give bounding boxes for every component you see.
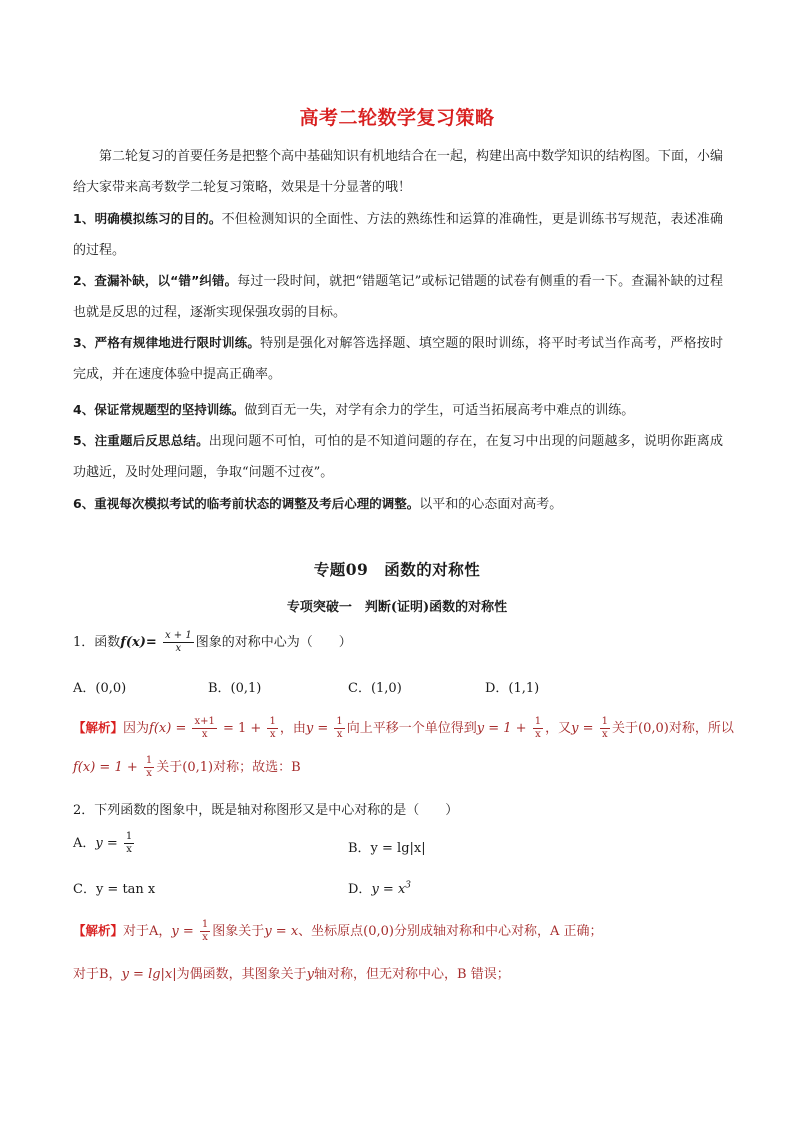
strategy-head: 3、严格有规律地进行限时训练。: [73, 335, 261, 350]
strategy-5: [73, 425, 723, 488]
q2-option-b: B．y = lg|x|: [348, 841, 426, 856]
q2-analysis-line-2: 对于B，y = lg|x|为偶函数，其图象关于y轴对称，但无对称中心，B 错误；: [73, 967, 510, 982]
q1-option-b: B．(0,1): [208, 681, 262, 696]
q2-option-a: A．y = $\frac{1}{x}$: [73, 831, 133, 855]
strategy-head: 5、注重题后反思总结。: [73, 433, 209, 448]
strategy-body: 出现问题不可怕，可怕的是不知道问题的存在，在复习中出现的问题越多，说明你距离成功越近，及时处理问题，争取“问题不过夜”。: [73, 434, 723, 480]
strategy-body: 特别是强化对解答选择题、填空题的限时训练，将平时考试当作高考，严格按时完成，并在速度体验中提高正确率。: [73, 336, 723, 382]
strategy-head: 2、查漏补缺，以“错”纠错。: [73, 273, 238, 288]
q2-option-c: C．y = tan x: [73, 882, 156, 897]
strategy-body: 以平和的心态面对高考。: [419, 497, 563, 512]
intro-paragraph: 第二轮复习的首要任务是把整个高中基础知识有机地结合在一起，构建出高中数学知识的结构图。下面，小编给大家带来高考数学二轮复习策略，效果是十分显著的哦！: [73, 149, 724, 195]
strategy-4: [73, 394, 723, 426]
q1-analysis-line-1: 【解析】因为f(x) = $\frac{x+1}{x}$ = 1 + $\frac{1}{x}$ ，由y = $\frac{1}{x}$ 向上平移一个单位得到y = 1 + $\frac{1}{x}$ ，又y = $\frac{1}{x}$ 关于(0,0)对称，所以: [73, 716, 734, 740]
q1-option-a: A．(0,0): [73, 681, 127, 696]
strategy-2: [73, 265, 723, 328]
strategy-head: 4、保证常规题型的坚持训练。: [73, 402, 245, 417]
page-title: 高考二轮数学复习策略: [299, 107, 495, 129]
q2-analysis-line-1: 【解析】对于A，y = $\frac{1}{x}$ 图象关于y = x、坐标原点(0,0)分别成轴对称和中心对称，A 正确；: [73, 919, 603, 943]
q1-analysis-line-2: f(x) = 1 + $\frac{1}{x}$ 关于(0,1)对称；故选：B: [73, 755, 301, 779]
strategy-body: 不但检测知识的全面性、方法的熟练性和运算的准确性，更是训练书写规范，表述准确的过程。: [73, 212, 723, 258]
q2-option-d: D．$y = x^3$: [348, 880, 412, 897]
topic-title: 专题09 函数的对称性: [313, 560, 481, 579]
strategy-3: [73, 327, 723, 390]
question-2-stem: 2．下列函数的图象中，既是轴对称图形又是中心对称的是（ ）: [73, 803, 459, 818]
strategy-body: 每过一段时间，就把“错题笔记”或标记错题的试卷有侧重的看一下。查漏补缺的过程也就是反思的过程，逐渐实现保强攻弱的目标。: [73, 274, 723, 320]
function-expression: f(x)=: [120, 635, 157, 650]
fraction: $\frac{x + 1}{x}$: [164, 630, 192, 654]
question-1-stem: 1．函数f(x)= $\frac{x + 1}{x}$ 图象的对称中心为（ ）: [73, 630, 352, 654]
q1-option-c: C．(1,0): [348, 681, 402, 696]
strategy-6: [73, 488, 723, 520]
q1-option-d: D．(1,1): [485, 681, 540, 696]
strategy-1: [73, 203, 723, 266]
strategy-body: 做到百无一失，对学有余力的学生，可适当拓展高考中难点的训练。: [244, 403, 635, 418]
strategy-head: 1、明确模拟练习的目的。: [73, 211, 222, 226]
subtopic-title: 专项突破一 判断(证明)函数的对称性: [286, 600, 508, 615]
strategy-head: 6、重视每次模拟考试的临考前状态的调整及考后心理的调整。: [73, 496, 420, 511]
